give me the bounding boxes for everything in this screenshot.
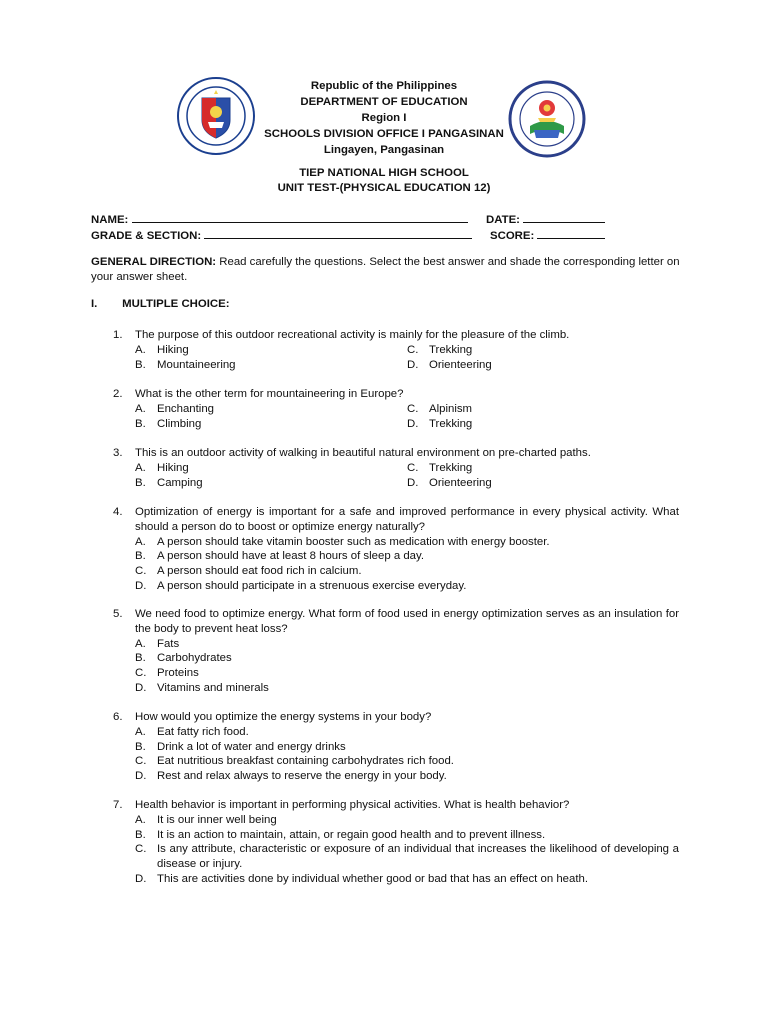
test-title: UNIT TEST-(PHYSICAL EDUCATION 12) — [277, 182, 491, 194]
grade-section-blank[interactable] — [204, 227, 472, 239]
question-number: 1. — [113, 329, 123, 341]
option-letter: D. — [135, 770, 147, 783]
option-b[interactable] — [135, 476, 407, 491]
option-d[interactable] — [135, 872, 679, 887]
question-6 — [113, 710, 679, 784]
question-number: 6. — [113, 711, 123, 723]
option-text: Drink a lot of water and energy drinks — [157, 740, 346, 753]
option-text: Enchanting — [157, 402, 214, 415]
option-letter: D. — [135, 872, 147, 885]
option-text: Proteins — [157, 667, 199, 680]
question-text: We need food to optimize energy. What form of food used in energy optimization serves as an insulation for the body to prevent heat loss? — [135, 608, 679, 635]
option-text: Hiking — [157, 343, 189, 356]
option-letter: B. — [135, 740, 146, 753]
option-text: Trekking — [429, 343, 473, 356]
header-division: SCHOOLS DIVISION OFFICE I PANGASINAN — [264, 128, 504, 140]
score-field[interactable] — [490, 227, 605, 242]
option-d[interactable] — [135, 579, 679, 594]
header-region: Region I — [361, 112, 407, 124]
option-letter: D. — [407, 358, 419, 371]
option-letter: B. — [135, 417, 146, 430]
option-c[interactable] — [135, 666, 679, 681]
option-c[interactable] — [407, 343, 679, 358]
question-text: How would you optimize the energy systems in your body? — [135, 711, 432, 723]
section-title: MULTIPLE CHOICE: — [122, 298, 230, 310]
option-letter: B. — [135, 476, 146, 489]
section-heading — [91, 298, 230, 310]
option-text: Is any attribute, characteristic or exposure of an individual that increases the likelihood of developing a disease or injury. — [157, 843, 679, 871]
option-letter: D. — [135, 579, 147, 592]
direction-text: Read carefully the questions. Select the best answer and shade the corresponding letter on your answer sheet. — [91, 256, 680, 283]
question-number: 5. — [113, 608, 123, 620]
option-c[interactable] — [407, 461, 679, 476]
school-block — [0, 166, 768, 196]
option-text: Trekking — [429, 417, 473, 430]
option-letter: B. — [135, 358, 146, 371]
date-field[interactable] — [486, 211, 605, 226]
question-text: The purpose of this outdoor recreational activity is mainly for the pleasure of the climb. — [135, 329, 570, 341]
question-7 — [113, 798, 679, 887]
option-letter: B. — [135, 550, 146, 563]
option-text: It is an action to maintain, attain, or regain good health and to prevent illness. — [157, 828, 546, 841]
option-b[interactable] — [135, 651, 679, 666]
question-text: Optimization of energy is important for a safe and improved performance in every physical activity. What should a person do to boost or optimize energy naturally? — [135, 506, 679, 533]
question-number: 4. — [113, 506, 123, 518]
option-text: A person should participate in a strenuous exercise everyday. — [157, 579, 467, 592]
option-a[interactable] — [135, 637, 679, 652]
option-a[interactable] — [135, 535, 679, 550]
option-letter: A. — [135, 725, 146, 738]
header-republic: Republic of the Philippines — [310, 80, 458, 92]
name-label: NAME: — [91, 214, 129, 226]
option-d[interactable] — [407, 417, 679, 432]
option-letter: D. — [135, 681, 147, 694]
option-a[interactable] — [135, 402, 407, 417]
option-letter: A. — [135, 637, 146, 650]
general-direction — [91, 255, 681, 285]
option-text: A person should take vitamin booster such as medication with energy booster. — [157, 535, 550, 548]
date-label: DATE: — [486, 214, 520, 226]
option-text: Vitamins and minerals — [157, 681, 269, 694]
question-3 — [113, 446, 679, 490]
option-b[interactable] — [135, 417, 407, 432]
option-b[interactable] — [135, 740, 679, 755]
option-a[interactable] — [135, 461, 407, 476]
score-label: SCORE: — [490, 230, 535, 242]
option-text: Climbing — [157, 417, 202, 430]
option-text: Camping — [157, 476, 203, 489]
option-text: Eat fatty rich food. — [157, 725, 249, 738]
option-letter: B. — [135, 652, 146, 665]
direction-label: GENERAL DIRECTION: — [91, 256, 217, 268]
option-d[interactable] — [407, 358, 679, 373]
question-4 — [113, 505, 679, 594]
option-text: Mountaineering — [157, 358, 236, 371]
question-text: Health behavior is important in performing physical activities. What is health behavior? — [135, 799, 570, 811]
option-letter: C. — [135, 755, 147, 768]
question-2 — [113, 387, 679, 431]
option-c[interactable] — [407, 402, 679, 417]
option-text: Hiking — [157, 461, 189, 474]
option-letter: C. — [135, 565, 147, 578]
score-blank[interactable] — [537, 227, 605, 239]
grade-section-label: GRADE & SECTION: — [91, 230, 202, 242]
option-letter: A. — [135, 402, 146, 415]
date-blank[interactable] — [523, 211, 605, 223]
option-c[interactable] — [135, 564, 679, 579]
header-department: DEPARTMENT OF EDUCATION — [300, 96, 468, 108]
option-text: Alpinism — [429, 402, 473, 415]
option-text: It is our inner well being — [157, 813, 277, 826]
option-d[interactable] — [135, 681, 679, 696]
name-blank[interactable] — [132, 211, 468, 223]
option-text: A person should eat food rich in calcium. — [157, 565, 362, 578]
option-d[interactable] — [407, 476, 679, 491]
option-b[interactable] — [135, 358, 407, 373]
option-b[interactable] — [135, 828, 679, 843]
option-letter: C. — [407, 402, 419, 415]
school-name: TIEP NATIONAL HIGH SCHOOL — [299, 167, 469, 179]
document-header — [0, 78, 768, 158]
option-letter: C. — [407, 461, 419, 474]
option-text: This are activities done by individual whether good or bad that has an effect on heath. — [157, 872, 589, 885]
question-5 — [113, 607, 679, 696]
question-text: What is the other term for mountaineering in Europe? — [135, 388, 404, 400]
question-text: This is an outdoor activity of walking in beautiful natural environment on pre-charted paths. — [135, 447, 591, 459]
option-b[interactable] — [135, 549, 679, 564]
header-location: Lingayen, Pangasinan — [323, 144, 445, 156]
option-text: Carbohydrates — [157, 652, 232, 665]
option-text: Eat nutritious breakfast containing carbohydrates rich food. — [157, 755, 454, 768]
option-a[interactable] — [135, 725, 679, 740]
option-letter: D. — [407, 417, 419, 430]
option-letter: C. — [135, 667, 147, 680]
option-c[interactable] — [135, 842, 679, 872]
option-text: A person should have at least 8 hours of sleep a day. — [157, 550, 425, 563]
option-letter: A. — [135, 813, 146, 826]
option-text: Orienteering — [429, 476, 492, 489]
question-number: 7. — [113, 799, 123, 811]
option-letter: A. — [135, 535, 146, 548]
question-number: 3. — [113, 447, 123, 459]
question-number: 2. — [113, 388, 123, 400]
question-1 — [113, 328, 679, 372]
option-text: Fats — [157, 637, 180, 650]
option-letter: C. — [407, 343, 419, 356]
option-text: Orienteering — [429, 358, 492, 371]
option-text: Rest and relax always to reserve the energy in your body. — [157, 770, 447, 783]
option-c[interactable] — [135, 754, 679, 769]
option-a[interactable] — [135, 343, 407, 358]
option-letter: A. — [135, 343, 146, 356]
name-field[interactable] — [91, 211, 468, 226]
section-number: I. — [91, 298, 98, 310]
option-letter: A. — [135, 461, 146, 474]
option-letter: B. — [135, 828, 146, 841]
option-a[interactable] — [135, 813, 679, 828]
option-letter: D. — [407, 476, 419, 489]
option-text: Trekking — [429, 461, 473, 474]
grade-section-field[interactable] — [91, 227, 472, 242]
option-d[interactable] — [135, 769, 679, 784]
option-letter: C. — [135, 843, 147, 856]
